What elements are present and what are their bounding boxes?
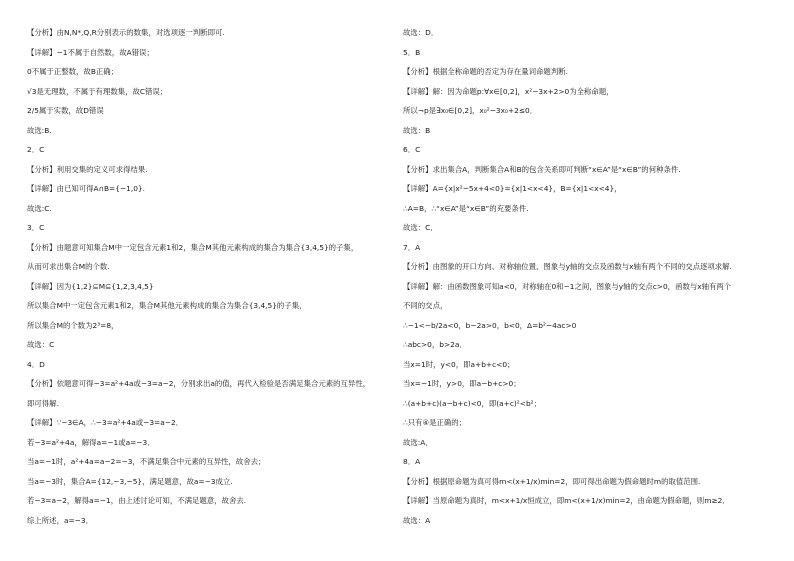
text-line: 当a=−1时，a²+4a=a−2=−3，不满足集合中元素的互异性，故舍去； xyxy=(27,457,266,466)
text-line: 故选：C． xyxy=(403,223,438,232)
text-line: ∴(a+b+c)(a−b+c)<0，即(a+c)²<b²； xyxy=(403,398,542,408)
text-line: 【详解】−1不属于自然数，故A错误； xyxy=(27,47,154,57)
right-column xyxy=(403,28,783,535)
text-line: 故选：C xyxy=(27,340,55,349)
text-line: 故选：A xyxy=(403,515,431,525)
text-line: 从而可求出集合M的个数. xyxy=(27,262,110,271)
text-line: 6．C xyxy=(403,145,421,154)
text-line: 7．A xyxy=(403,242,421,252)
text-line: 【详解】由已知可得A∩B={−1,0}. xyxy=(27,184,145,193)
text-line: 故选:B. xyxy=(27,125,52,135)
text-line: 【详解】当原命题为真时，m<x+1/x恒成立，即m<(x+1/x)min=2，由命题为假命题，则m≥2． xyxy=(403,496,730,505)
text-line: 当x=−1时，y>0，即a−b+c>0； xyxy=(403,379,521,388)
text-line: 当x=1时，y<0，即a+b+c<0； xyxy=(403,359,515,369)
text-line: ∴−1<−b/2a<0，b−2a>0，b<0，Δ=b²−4ac>0 xyxy=(403,320,577,330)
text-line: 2．C xyxy=(27,145,45,154)
text-line: 5．B xyxy=(403,47,421,57)
text-line: 2/5属于实数，故D错误 xyxy=(27,106,104,115)
text-line: 【详解】∵−3∈A，∴−3=a²+4a或−3=a−2． xyxy=(27,418,184,427)
text-line: 不同的交点， xyxy=(403,301,448,310)
text-line: 【分析】利用交集的定义可求得结果. xyxy=(27,164,148,174)
text-line: 若−3=a−2，解得a=−1，由上述讨论可知，不满足题意，故舍去. xyxy=(27,496,247,505)
text-line: ∴A=B，∴“x∈A”是“x∈B”的充要条件. xyxy=(403,203,529,213)
text-line: 【分析】根据原命题为真可得m<(x+1/x)min=2，即可得出命题为假命题时m的取值范围. xyxy=(403,476,701,486)
text-line: 故选:C. xyxy=(27,203,52,213)
text-line: 【详解】因为{1,2}⊆M⊆{1,2,3,4,5} xyxy=(27,281,154,291)
text-line: 即可得解. xyxy=(27,398,59,408)
text-line: 3．C xyxy=(27,223,45,232)
text-line: ∴只有④是正确的； xyxy=(403,418,467,427)
text-line: 故选：D． xyxy=(403,28,439,37)
text-line: 故选:A． xyxy=(403,437,433,447)
text-line: 0不属于正整数，故B正确； xyxy=(27,67,119,76)
text-line: 【详解】解：因为命题p:∀x∈[0,2]，x²−3x+2>0为全称命题， xyxy=(403,86,614,96)
text-line: 8．A xyxy=(403,457,421,466)
text-line: 【分析】由N,N*,Q,R分别表示的数集，对选项逐一判断即可. xyxy=(27,28,225,37)
text-line: 4．D xyxy=(27,359,45,369)
text-line: 所以¬p是∃x₀∈[0,2]，x₀²−3x₀+2≤0． xyxy=(403,106,538,115)
text-line: 综上所述，a=−3． xyxy=(27,515,93,525)
text-line: 【分析】根据全称命题的否定为存在量词命题判断. xyxy=(403,67,568,76)
text-line: 故选：B xyxy=(403,125,431,135)
text-line: 【详解】A={x|x²−5x+4<0}={x|1<x<4}，B={x|1<x<4}， xyxy=(403,184,622,193)
text-line: √3是无理数，不属于有理数集，故C错误； xyxy=(27,86,168,96)
left-column xyxy=(27,28,407,535)
text-line: 所以集合M中一定包含元素1和2，集合M其他元素构成的集合为集合{3,4,5}的子集， xyxy=(27,301,307,310)
text-line: 【分析】求出集合A，判断集合A和B的包含关系即可判断“x∈A”是“x∈B”的何种条件. xyxy=(403,164,681,174)
text-line: 【分析】由题意可知集合M中一定包含元素1和2，集合M其他元素构成的集合为集合{3,4,5}的子集， xyxy=(27,242,359,252)
text-line: 所以集合M的个数为2³=8， xyxy=(27,320,119,330)
text-line: 若−3=a²+4a，解得a=−1或a=−3． xyxy=(27,437,155,447)
text-line: 【详解】解：由函数图象可知a<0，对称轴在0和−1之间，图象与y轴的交点c>0，函数与x轴有两个 xyxy=(403,281,732,291)
text-line: 当a=−3时，集合A={12,−3,−5}，满足题意，故a=−3成立. xyxy=(27,476,233,486)
text-line: 【分析】依题意可得−3=a²+4a或−3=a−2，分别求出a的值，再代入检验是否满足集合元素的互异性， xyxy=(27,379,371,388)
text-line: 【分析】由图象的开口方向、对称轴位置、图象与y轴的交点及函数与x轴有两个不同的交点逐项求解. xyxy=(403,262,732,271)
text-line: ∴abc>0，b>2a． xyxy=(403,340,467,349)
